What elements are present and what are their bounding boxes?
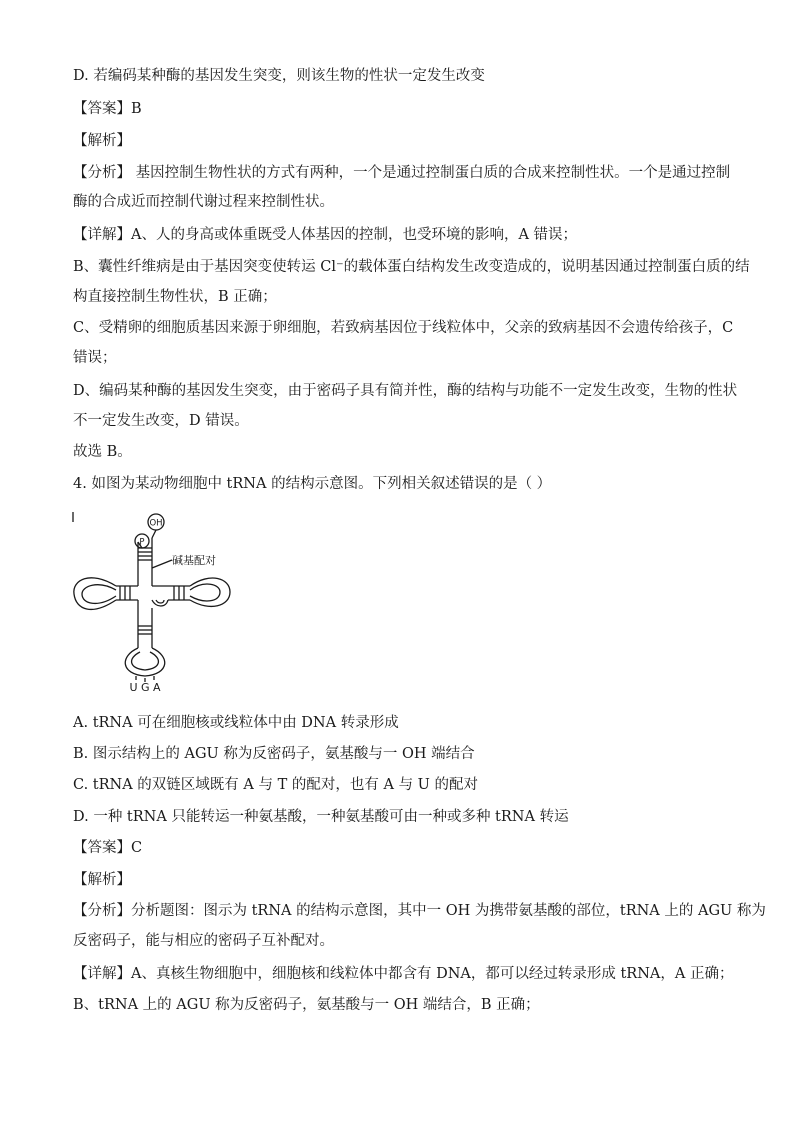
analysis-text-2: 【分析】分析题图：图示为 tRNA 的结构示意图，其中一 OH 为携带氨基酸的部位，tRNA 上的 AGU 称为: [73, 903, 766, 919]
option-c: C. tRNA 的双链区域既有 A 与 T 的配对，也有 A 与 U 的配对: [73, 777, 479, 793]
base-pairing-label: 碱基配对: [172, 554, 216, 567]
detail-c-cont: 错误；: [73, 350, 117, 366]
analysis-text-cont: 酶的合成近而控制代谢过程来控制性状。: [73, 194, 334, 210]
analysis-heading: 【解析】: [73, 133, 131, 149]
analysis-heading-2: 【解析】: [73, 872, 131, 888]
choice-conclusion: 故选 B。: [73, 444, 132, 460]
option-d: D. 一种 tRNA 只能转运一种氨基酸，一种氨基酸可由一种或多种 tRNA 转运: [73, 809, 569, 825]
answer-label-2: 【答案】C: [73, 840, 143, 856]
detail-d: D、编码某种酶的基因发生突变，由于密码子具有简并性，酶的结构与功能不一定发生改变，生物的性状: [73, 383, 738, 399]
question-4: 4. 如图为某动物细胞中 tRNA 的结构示意图。下列相关叙述错误的是（ ）: [73, 476, 552, 492]
detail-a-2: 【详解】A、真核生物细胞中，细胞核和线粒体中都含有 DNA，都可以经过转录形成 tRNA，A 正确；: [73, 966, 734, 982]
option-a: A. tRNA 可在细胞核或线粒体中由 DNA 转录形成: [73, 715, 399, 731]
analysis-text-2-cont: 反密码子，能与相应的密码子互补配对。: [73, 933, 334, 949]
detail-b: B、囊性纤维病是由于基因突变使转运 Cl⁻的载体蛋白结构发生改变造成的，说明基因通过控制蛋白质的结: [73, 259, 750, 275]
detail-c: C、受精卵的细胞质基因来源于卵细胞，若致病基因位于线粒体中，父亲的致病基因不会遗传给孩子，C: [73, 320, 734, 336]
oh-label: OH: [149, 518, 163, 529]
detail-d-cont: 不一定发生改变，D 错误。: [73, 413, 249, 429]
answer-label: 【答案】B: [73, 101, 142, 117]
anticodon-label: U G A: [129, 681, 161, 692]
p-label: P: [139, 537, 145, 548]
trna-structure-diagram: [70, 508, 240, 692]
detail-b-2: B、tRNA 上的 AGU 称为反密码子，氨基酸与一 OH 端结合，B 正确；: [73, 997, 540, 1013]
option-d-previous: D. 若编码某种酶的基因发生突变，则该生物的性状一定发生改变: [73, 68, 485, 84]
analysis-text: 【分析】 基因控制生物性状的方式有两种，一个是通过控制蛋白质的合成来控制性状。一个是通过控制: [73, 165, 731, 181]
detail-b-cont: 构直接控制生物性状，B 正确；: [73, 289, 277, 305]
detail-a: 【详解】A、人的身高或体重既受人体基因的控制，也受环境的影响，A 错误；: [73, 227, 578, 243]
option-b: B. 图示结构上的 AGU 称为反密码子，氨基酸与一 OH 端结合: [73, 746, 475, 762]
